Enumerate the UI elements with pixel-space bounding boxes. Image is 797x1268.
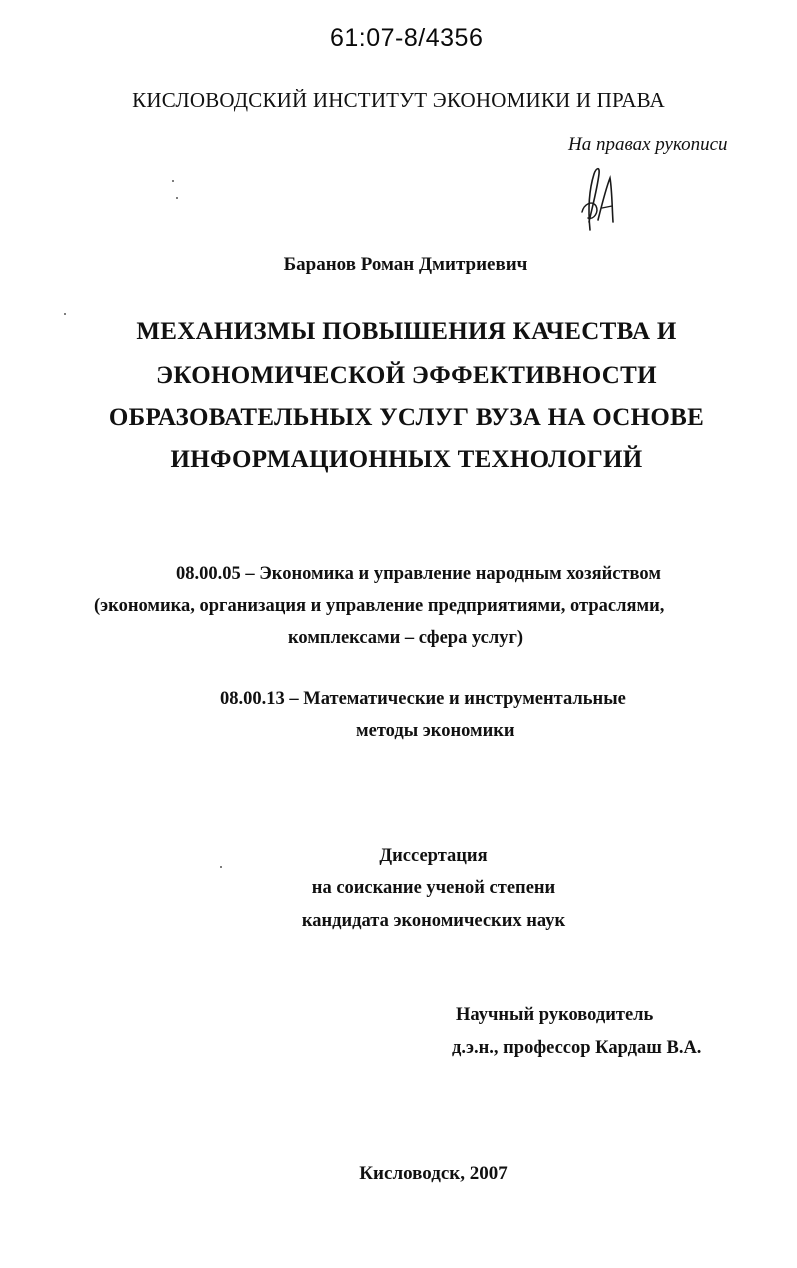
scan-speck bbox=[64, 313, 66, 315]
scan-speck bbox=[220, 866, 222, 868]
specialty-code-line: 08.00.13 – Математические и инструментальные bbox=[220, 689, 626, 709]
advisor-name: д.э.н., профессор Кардаш В.А. bbox=[452, 1038, 702, 1058]
dissertation-title-line: МЕХАНИЗМЫ ПОВЫШЕНИЯ КАЧЕСТВА И bbox=[136, 318, 677, 345]
author-name: Баранов Роман Дмитриевич bbox=[283, 254, 528, 275]
specialty-description-line: комплексами – сфера услуг) bbox=[288, 628, 524, 648]
dissertation-title-line: ИНФОРМАЦИОННЫХ ТЕХНОЛОГИЙ bbox=[170, 446, 643, 473]
specialty-description-line: методы экономики bbox=[356, 721, 515, 741]
degree-name-line: кандидата экономических наук bbox=[301, 911, 566, 931]
degree-purpose-line: на соискание ученой степени bbox=[311, 878, 556, 898]
manuscript-rights-note: На правах рукописи bbox=[568, 134, 728, 155]
scan-speck bbox=[176, 197, 178, 199]
dissertation-title-line: ЭКОНОМИЧЕСКОЙ ЭФФЕКТИВНОСТИ bbox=[156, 362, 657, 389]
place-and-year: Кисловодск, 2007 bbox=[359, 1163, 508, 1184]
specialty-description-line: (экономика, организация и управление предприятиями, отраслями, bbox=[94, 596, 665, 616]
document-type-heading: Диссертация bbox=[379, 846, 488, 866]
advisor-label: Научный руководитель bbox=[456, 1005, 654, 1025]
dissertation-title-line: ОБРАЗОВАТЕЛЬНЫХ УСЛУГ ВУЗА НА ОСНОВЕ bbox=[108, 404, 705, 431]
scan-speck bbox=[172, 180, 174, 182]
archive-stamp-number: 61:07-8/4356 bbox=[330, 24, 484, 52]
institute-name: КИСЛОВОДСКИЙ ИНСТИТУТ ЭКОНОМИКИ И ПРАВА bbox=[132, 88, 665, 112]
handwritten-signature bbox=[572, 160, 618, 236]
specialty-code-line: 08.00.05 – Экономика и управление народным хозяйством bbox=[176, 564, 661, 584]
